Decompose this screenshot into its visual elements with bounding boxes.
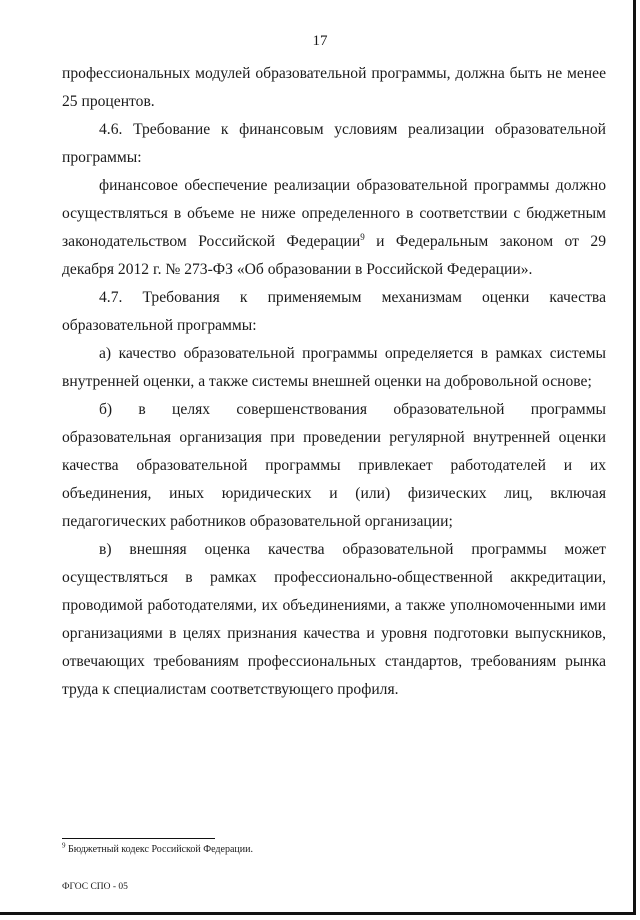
- page-number: 17: [312, 33, 328, 49]
- paragraph-item-a: а) качество образовательной программы определяется в рамках системы внутренней оценки, а также системы внешней оценки на добровольной основе;: [62, 345, 606, 390]
- financing-text-continued: и Федеральным законом от 29 декабря 2012 г. № 273-ФЗ «Об образовании в Российской Федерации».: [62, 233, 606, 278]
- footnote-ref: 9: [360, 231, 365, 242]
- paragraph-4-7-heading: 4.7. Требования к применяемым механизмам оценки качества образовательной программы:: [62, 289, 606, 334]
- footnote-text: Бюджетный кодекс Российской Федерации.: [65, 844, 253, 855]
- footnote-number: 9: [62, 841, 66, 850]
- paragraph-item-b: б) в целях совершенствования образовательной программы образовательная организация при проведении регулярной внутренней оценки качества образовательной программы привлекает работодателей и их объединения, иных юридических и (или) физических лиц, включая педагогических работников образовательной организации;: [62, 401, 606, 530]
- document-code: ФГОС СПО - 05: [62, 882, 128, 892]
- paragraph-continuation: профессиональных модулей образовательной программы, должна быть не менее 25 процентов.: [62, 65, 606, 110]
- paragraph-4-6-heading: 4.6. Требование к финансовым условиям реализации образовательной программы:: [62, 121, 606, 166]
- footnote-separator: [62, 838, 215, 839]
- footnote: [62, 843, 253, 857]
- document-body: [62, 60, 606, 704]
- paragraph-financing: [62, 172, 606, 284]
- financing-text: финансовое обеспечение реализации образовательной программы должно осуществляться в объеме не ниже определенного в соответствии с бюджетным законодательством Российской Федерации: [62, 177, 606, 250]
- paragraph-item-v: в) внешняя оценка качества образовательной программы может осуществляться в рамках профессионально-общественной аккредитации, проводимой работодателями, их объединениями, а также уполномоченными ими организациями в целях признания качества и уровня подготовки выпускников, отвечающих требованиям профессиональных стандартов, требованиям рынка труда к специалистам соответствующего профиля.: [62, 541, 606, 698]
